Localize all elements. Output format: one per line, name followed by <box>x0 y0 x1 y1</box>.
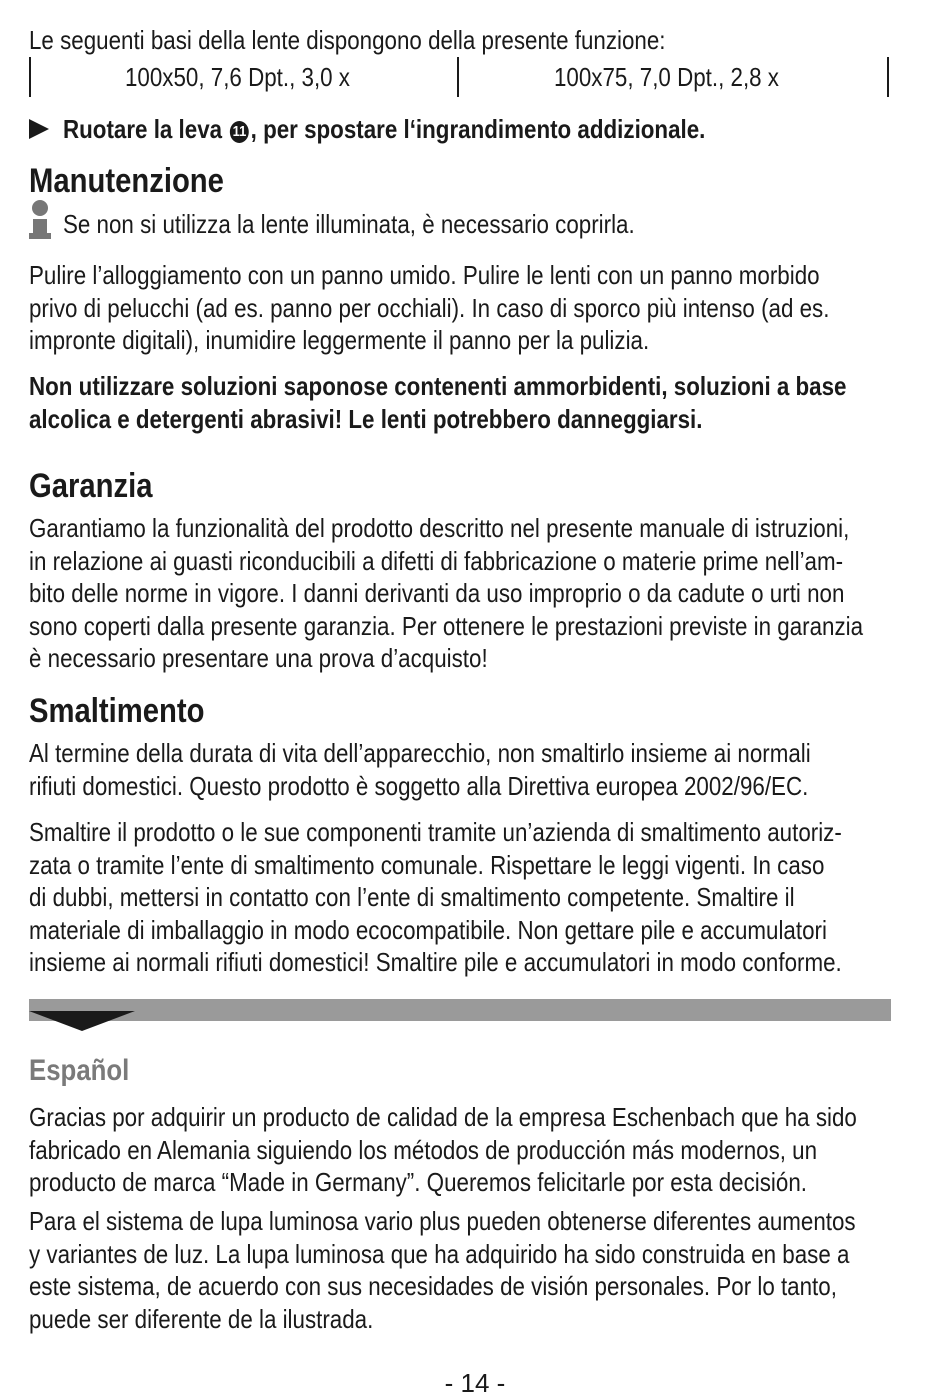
paragraph-line: bito delle norme in vigore. I danni derivanti da uso improprio o da cadute o urti non <box>29 578 845 608</box>
warranty-title: Garanzia <box>29 467 153 505</box>
action-instruction <box>29 112 891 146</box>
disposal-paragraph-1 <box>29 737 811 802</box>
paragraph-line: producto de marca “Made in Germany”. Queremos felicitarle por esta decisión. <box>29 1167 807 1197</box>
maintenance-note-text: Se non si utilizza la lente illuminata, è necessario coprirla. <box>63 208 635 239</box>
maintenance-note <box>29 200 891 240</box>
table-cell-2: 100x75, 7,0 Dpt., 2,8 x <box>554 61 779 92</box>
paragraph-line: zata o tramite l’ente di smaltimento comunale. Rispettare le leggi vigenti. In caso <box>29 849 825 880</box>
paragraph-line: rifiuti domestici. Questo prodotto è soggetto alla Direttiva europea 2002/96/EC. <box>29 770 809 801</box>
paragraph-line: Al termine della durata di vita dell’apparecchio, non smaltirlo insieme ai normali <box>29 738 811 768</box>
paragraph-line: materiale di imballaggio in modo ecocompatibile. Non gettare pile e accumulatori <box>29 914 827 945</box>
paragraph-line: Pulire l’alloggiamento con un panno umido. Pulire le lenti con un panno morbido <box>29 260 820 290</box>
paragraph-line: insieme ai normali rifiuti domestici! Smaltire pile e accumulatori in modo conforme. <box>29 947 842 977</box>
paragraph-line: fabricado en Alemania siguiendo los métodos de producción más modernos, un <box>29 1134 818 1165</box>
action-text <box>63 113 705 146</box>
warranty-paragraph <box>29 512 863 675</box>
language-divider-bar <box>29 999 891 1021</box>
spanish-heading: Español <box>29 1054 130 1087</box>
paragraph-line: sono coperti dalla presente garanzia. Per ottenere le prestazioni previste in garanzia <box>29 610 864 641</box>
arrow-right-icon <box>29 119 49 139</box>
table-rule-left <box>29 57 31 97</box>
paragraph-line: y variantes de luz. La lupa luminosa que ha adquirido ha sido construida en base a <box>29 1238 850 1269</box>
lens-base-section <box>29 24 891 101</box>
spanish-section <box>29 1053 891 1334</box>
paragraph-line: Smaltire il prodotto o le sue componenti tramite un’azienda di smaltimento autoriz- <box>29 817 842 847</box>
paragraph-line: è necessario presentare una prova d’acquisto! <box>29 643 488 673</box>
paragraph-line: impronte digitali), inumidire leggermente il panno per la pulizia. <box>29 325 650 355</box>
table-rule-middle <box>457 57 459 97</box>
warning-line: alcolica e detergenti abrasivi! Le lenti potrebbero danneggiarsi. <box>29 403 703 434</box>
divider-tab-icon <box>29 1011 135 1031</box>
paragraph-line: in relazione ai guasti riconducibili a difetti di fabbricazione o materie prime nell’am- <box>29 545 844 576</box>
table-cell-1: 100x50, 7,6 Dpt., 3,0 x <box>125 61 350 92</box>
disposal-title: Smaltimento <box>29 692 205 730</box>
maintenance-warning <box>29 370 846 435</box>
info-icon <box>29 200 51 240</box>
intro-text: Le seguenti basi della lente dispongono della presente funzione: <box>29 25 666 55</box>
paragraph-line: di dubbi, mettersi in contatto con l’ente di smaltimento competente. Smaltire il <box>29 882 795 912</box>
lever-number-marker: 11 <box>230 121 249 143</box>
maintenance-paragraph <box>29 259 829 357</box>
lens-base-table <box>29 57 891 101</box>
paragraph-line: puede ser diferente de la ilustrada. <box>29 1303 374 1334</box>
paragraph-line: Para el sistema de lupa luminosa vario plus pueden obtenerse diferentes aumentos <box>29 1206 856 1236</box>
action-text-after: , per spostare l‘ingrandimento addizionale. <box>250 113 706 144</box>
table-rule-right <box>887 57 889 97</box>
warning-line: Non utilizzare soluzioni saponose contenenti ammorbidenti, soluzioni a base <box>29 371 847 401</box>
page-number: - 14 - <box>444 1368 506 1398</box>
paragraph-line: Gracias por adquirir un producto de calidad de la empresa Eschenbach que ha sido <box>29 1102 857 1132</box>
paragraph-line: Garantiamo la funzionalità del prodotto descritto nel presente manuale di istruzioni, <box>29 513 850 543</box>
disposal-paragraph-2 <box>29 816 842 979</box>
paragraph-line: este sistema, de acuerdo con sus necesidades de visión personales. Por lo tanto, <box>29 1271 837 1301</box>
maintenance-title: Manutenzione <box>29 162 224 200</box>
action-text-before: Ruotare la leva <box>63 113 229 144</box>
spanish-paragraph-2 <box>29 1205 856 1335</box>
spanish-paragraph-1 <box>29 1101 857 1199</box>
paragraph-line: privo di pelucchi (ad es. panno per occhiali). In caso di sporco più intenso (ad es. <box>29 292 830 323</box>
